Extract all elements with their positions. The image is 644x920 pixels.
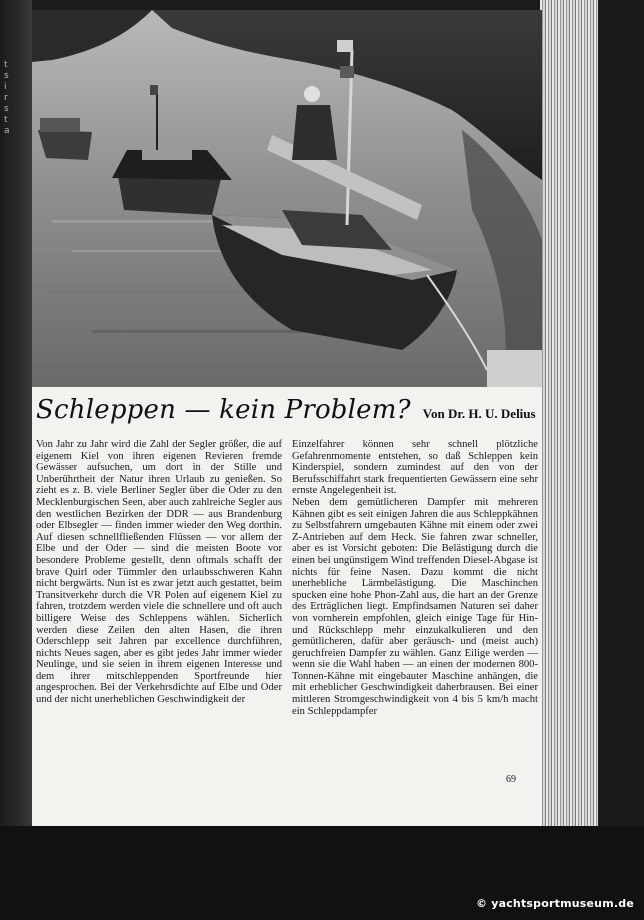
magazine-page [32,10,542,826]
top-scan-border [32,0,542,10]
headline-row [36,395,536,435]
sailboat-tow-photo [32,10,542,387]
paragraph: Von Jahr zu Jahr wird die Zahl der Segler größer, die auf eigenem Kiel von ihren eigenen Revieren fremde Gewässer aufsuchen, um dort in der Stille und Unberührtheit der Natur ihren Urlaub zu genießen. So zieht es z. B. viele Berliner Segler über die Oder zu den Mecklenburgischen Seen, aber auch zahlreiche Segler aus den westlichen Bezirken der DDR — aus Brandenburg oder Elbsegler — finden immer wieder den Weg dorthin. Auf diesen schnellfließenden Flüssen — vor allem der Elbe und der Oder — sind die meisten Boote vor besondere Probleme gestellt, denn oftmals schafft der brave Quirl oder Tümmler den urlaubsschweren Kahn nicht bergwärts. Nun ist es zwar jetzt auch gestattet, beim Transitverkehr durch die VR Polen auf eigenem Kiel zu fahren, trotzdem werden viele die schnellere und oft auch billigere Weise des Schleppens wählen. Sicherlich werden diese Zeilen den alten Hasen, die ihren Oderschlepp seit Jahren par excellence durchführen, nichts Neues sagen, aber es gibt jedes Jahr immer wieder Neulinge, und sie seien in ihrem eigenen Interesse und dem ihrer mitschleppenden Sportfreunde hier angesprochen. Bei der Verkehrsdichte auf Elbe und Oder und der nicht unerheblichen Geschwindigkeit der [36,439,282,706]
page-number: 69 [506,774,516,785]
paragraph: Neben dem gemütlicheren Dampfer mit mehreren Kähnen gibt es seit einigen Jahren die aus Schleppkähnen zu Selbstfahrern umgebauten Kähne mit einem oder zwei Z-Antrieben auf dem Heck. Sie fahren zwar schneller, aber es ist Vorsicht geboten: Die Belästigung durch die einen bei ungünstigem Wind treffenden Diesel-Abgase ist nichts für feine Nasen. Dazu kommt die nicht unerhebliche Lärmbelästigung. Die Maschinchen spucken eine hohe Phon-Zahl aus, die hart an der Grenze des Erträglichen liegt. Empfindsamen Naturen sei daher von vornherein empfohlen, gleich einige Tage für Hin- und Rückschlepp mehr einzukalkulieren und den gemütlicheren, dafür aber geräusch- und (meist auch) geruchfreien Dampfer zu wählen. Ganz Eilige werden — wenn sie die Wahl haben — an einen der modernen 800-Tonnen-Kähne mit eingebauter Maschine anhängen, die mit erheblicher Geschwindigkeit daherbrausen. Bei einer mittleren Stromgeschwindigkeit von 4 bis 5 km/h macht ein Schleppdampfer [292,496,538,717]
left-book-spine [0,0,32,830]
page-stack-edges [540,0,598,830]
copyright-watermark: © yachtsportmuseum.de [475,897,634,910]
article-body [36,439,538,784]
bottom-scan-border [0,826,644,920]
article-byline: Von Dr. H. U. Delius [422,406,536,421]
article-column-right [292,439,538,784]
right-scan-border [598,0,644,830]
paragraph: Einzelfahrer können sehr schnell plötzliche Gefahrenmomente entstehen, so daß Schleppen kein Kinderspiel, sondern zumindest auf den von der Berufsschiffahrt stark frequentierten Gewässern eine sehr ernste Angelegenheit ist. [292,439,538,497]
left-edge-letters: t s i r s t a [4,60,10,136]
article-headline: Schleppen — kein Problem? [36,395,411,425]
article-column-left [36,439,282,784]
